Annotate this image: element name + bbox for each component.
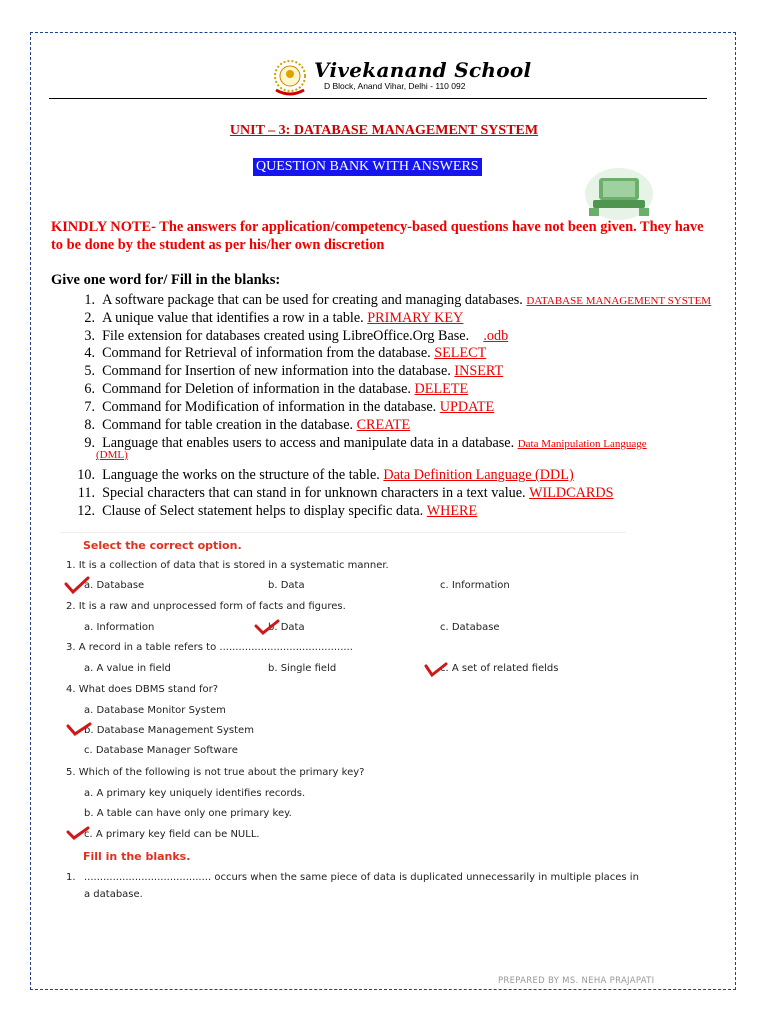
one-word-item xyxy=(62,502,477,520)
item-question: Language the works on the structure of the table. xyxy=(102,467,380,483)
item-answer: Data Definition Language (DDL) xyxy=(383,467,574,483)
item-number: 1. xyxy=(84,292,95,308)
header-divider xyxy=(49,98,707,99)
unit-title: UNIT – 3: DATABASE MANAGEMENT SYSTEM xyxy=(229,123,539,138)
one-word-item xyxy=(62,484,613,502)
item-question: Special characters that can stand in for unknown characters in a text value. xyxy=(102,485,526,501)
item-number: 2. xyxy=(84,310,95,326)
footer-prepared-by: PREPARED BY MS. NEHA PRAJAPATI xyxy=(498,976,655,986)
mcq-q4-option-c: c. Database Manager Software xyxy=(84,745,238,756)
mcq-q5-option-c: c. A primary key field can be NULL. xyxy=(84,829,260,840)
item-question: Command for Insertion of new information into the database. xyxy=(102,363,451,379)
item-question: Command for table creation in the database. xyxy=(102,417,354,433)
fill-q1-line1: ........................................ occurs when the same piece of data is duplicated unnecessarily in multiple places in xyxy=(84,872,639,883)
one-word-item xyxy=(62,344,486,362)
school-address: D Block, Anand Vihar, Delhi - 110 092 xyxy=(324,81,466,91)
item-question: Command for Retrieval of information from the database. xyxy=(102,345,431,361)
mcq-q2-option-b: b. Data xyxy=(268,622,305,633)
item-question: Command for Modification of information in the database. xyxy=(102,399,437,415)
one-word-item xyxy=(62,362,503,380)
item-question: A software package that can be used for creating and managing databases. xyxy=(102,292,523,308)
item-number: 3. xyxy=(84,328,95,344)
mcq-q5-option-a: a. A primary key uniquely identifies records. xyxy=(84,788,306,799)
mcq-q3-option-a: a. A value in field xyxy=(84,663,171,674)
item-question: Language that enables users to access and manipulate data in a database. xyxy=(102,435,515,451)
mcq-q3-option-c: c. A set of related fields xyxy=(440,663,559,674)
item-question: A unique value that identifies a row in a table. xyxy=(102,310,364,326)
mcq-q3: 3. A record in a table refers to .......................................... xyxy=(66,642,353,653)
item-number: 9. xyxy=(84,435,95,451)
mcq-q4-option-a: a. Database Monitor System xyxy=(84,705,226,716)
item-answer: CREATE xyxy=(356,417,411,433)
item-answer: SELECT xyxy=(434,345,487,361)
question-bank-title: QUESTION BANK WITH ANSWERS xyxy=(253,158,482,176)
checkmark-icon xyxy=(66,722,92,738)
one-word-item xyxy=(62,434,647,453)
mcq-q1: 1. It is a collection of data that is stored in a systematic manner. xyxy=(66,560,389,571)
checkmark-icon xyxy=(424,660,448,678)
fill-q1-line2: a database. xyxy=(84,889,143,900)
one-word-item xyxy=(62,466,574,484)
item-number: 5. xyxy=(84,363,95,379)
mcq-q1-option-a: a. Database xyxy=(84,580,145,591)
item-number: 8. xyxy=(84,417,95,433)
one-word-item xyxy=(62,398,494,416)
one-word-item xyxy=(62,309,463,327)
kindly-note: KINDLY NOTE- The answers for application/competency-based questions have not been given. They have to be done by the student as per his/her own discretion xyxy=(51,219,704,253)
checkmark-icon xyxy=(64,576,90,594)
school-logo-icon xyxy=(268,56,312,100)
one-word-item xyxy=(62,416,410,434)
item-number: 4. xyxy=(84,345,95,361)
mcq-q5-option-b: b. A table can have only one primary key. xyxy=(84,808,292,819)
mcq-q2-option-a: a. Information xyxy=(84,622,155,633)
item-answer: DATABASE MANAGEMENT SYSTEM xyxy=(526,295,712,307)
item-question: Command for Deletion of information in the database. xyxy=(102,381,411,397)
one-word-heading: Give one word for/ Fill in the blanks: xyxy=(51,272,281,288)
mcq-heading: Select the correct option. xyxy=(83,539,242,552)
mcq-q4-option-b: b. Database Management System xyxy=(84,725,254,736)
mcq-q5: 5. Which of the following is not true about the primary key? xyxy=(66,767,365,778)
one-word-item xyxy=(62,291,711,310)
item-answer: DELETE xyxy=(414,381,469,397)
item-number: 6. xyxy=(84,381,95,397)
item-number: 12. xyxy=(77,503,95,519)
item-answer: Data Manipulation Language xyxy=(517,438,647,450)
item-answer-continued: (DML) xyxy=(96,449,128,461)
item-answer: UPDATE xyxy=(439,399,495,415)
mcq-q3-option-b: b. Single field xyxy=(268,663,337,674)
item-answer: WILDCARDS xyxy=(529,485,614,501)
item-answer: WHERE xyxy=(426,503,478,519)
one-word-item xyxy=(62,327,508,345)
item-question: File extension for databases created using LibreOffice.Org Base. xyxy=(102,328,470,344)
one-word-item xyxy=(62,380,468,398)
fill-q1-number: 1. xyxy=(66,872,76,883)
mcq-q4: 4. What does DBMS stand for? xyxy=(66,684,219,695)
mcq-q2-option-c: c. Database xyxy=(440,622,500,633)
scan-edge xyxy=(60,532,626,533)
item-question: Clause of Select statement helps to display specific data. xyxy=(102,503,424,519)
item-number: 10. xyxy=(77,467,95,483)
item-number: 7. xyxy=(84,399,95,415)
checkmark-icon xyxy=(66,826,90,842)
item-answer: .odb xyxy=(483,328,509,344)
mcq-q1-option-c: c. Information xyxy=(440,580,510,591)
item-number: 11. xyxy=(77,485,95,501)
fill-heading: Fill in the blanks. xyxy=(83,850,191,863)
item-answer: PRIMARY KEY xyxy=(367,310,464,326)
mcq-q2: 2. It is a raw and unprocessed form of facts and figures. xyxy=(66,601,346,612)
mcq-q1-option-b: b. Data xyxy=(268,580,305,591)
checkmark-icon xyxy=(254,618,280,636)
school-name: Vivekanand School xyxy=(314,58,532,82)
database-illustration-icon xyxy=(583,164,655,222)
item-answer: INSERT xyxy=(454,363,504,379)
